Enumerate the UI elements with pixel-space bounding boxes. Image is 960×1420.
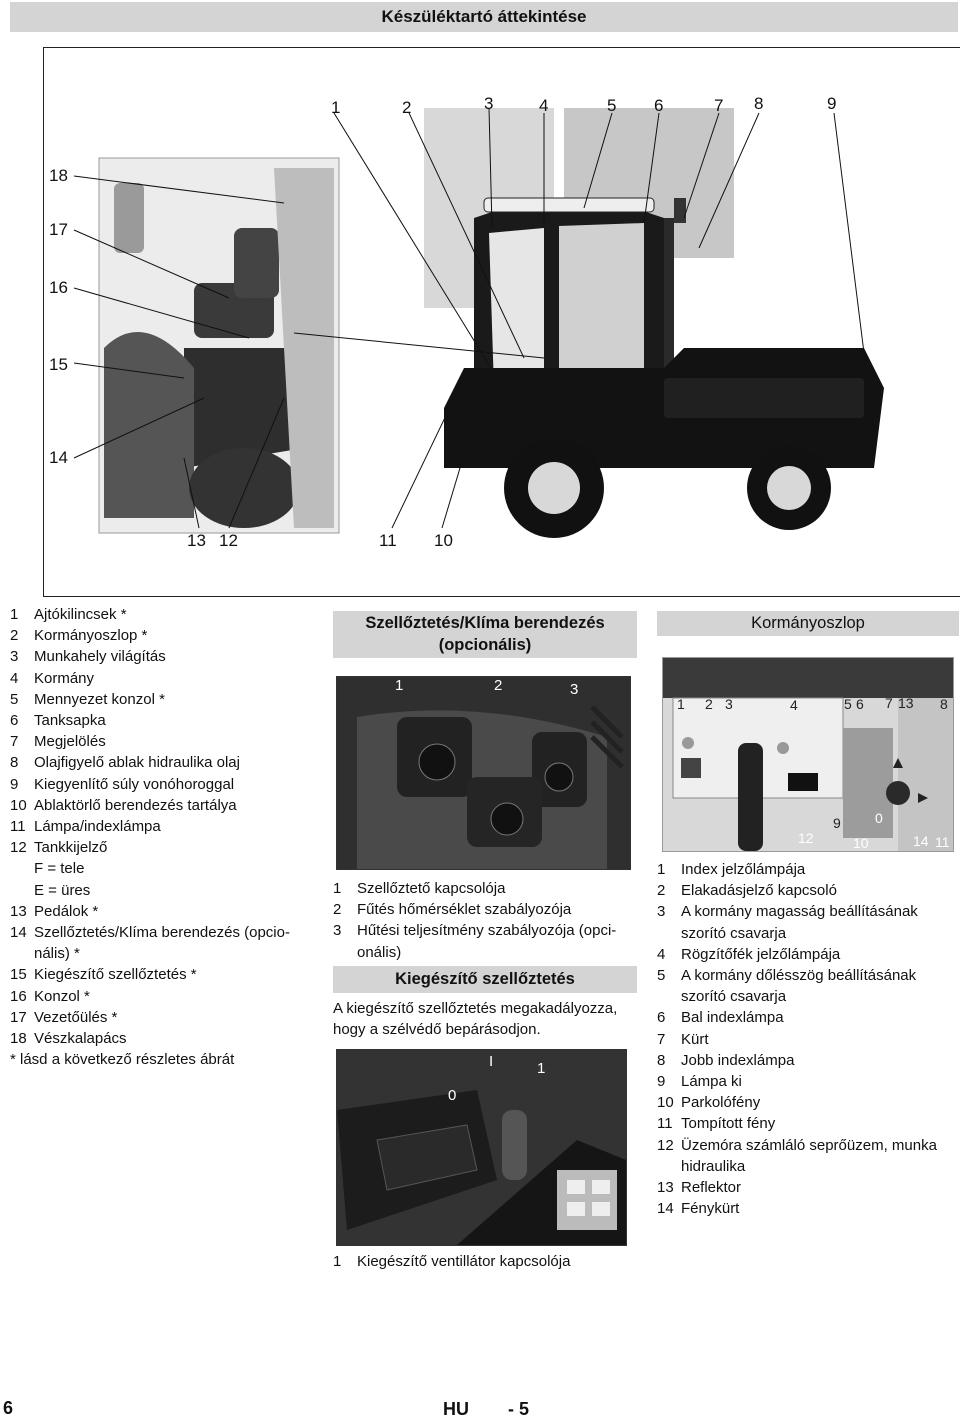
callout-6: 6: [654, 96, 664, 115]
ventilation-legend: [333, 878, 633, 963]
steering-legend: [657, 859, 959, 1219]
legend-item: 12 Tankkijelző: [10, 839, 108, 857]
legend-item: szorító csavarja: [681, 988, 787, 1006]
extra-vent-text: [333, 998, 637, 1040]
ventilation-title: [333, 611, 637, 658]
steer-label-3: 3: [725, 696, 733, 712]
legend-item: 16 Konzol *: [10, 987, 90, 1005]
steer-label-7: 7: [885, 695, 893, 711]
legend-item: 11 Lámpa/indexlámpa: [10, 818, 161, 836]
legend-item: 13 Reflektor: [657, 1179, 742, 1197]
steer-label-6: 6: [856, 696, 864, 712]
callout-2: 2: [402, 98, 412, 117]
page-header: [10, 2, 958, 32]
legend-item: 7 Kürt: [657, 1030, 709, 1048]
legend-item: 15 Kiegészítő szellőztetés *: [10, 966, 197, 984]
legend-item: 17 Vezetőülés *: [10, 1008, 118, 1026]
steering-photo: [662, 657, 954, 852]
steer-label-4: 4: [790, 697, 798, 713]
steer-label-5: 5: [844, 696, 852, 712]
ventilation-photo: [336, 676, 631, 870]
callout-4: 4: [539, 96, 549, 115]
legend-note: * lásd a következő részletes ábrát: [10, 1051, 235, 1069]
legend-item: 1 Index jelzőlámpája: [657, 861, 806, 878]
extra-vent-text-line1: A kiegészítő szellőztetés megakadályozza,: [333, 1000, 618, 1017]
legend-list: [10, 604, 320, 1049]
legend-item: 10 Parkolófény: [657, 1094, 761, 1112]
callout-9: 9: [827, 94, 837, 113]
legend-item: szorító csavarja: [681, 924, 787, 942]
legend-item: 1 Szellőztető kapcsolója: [333, 880, 506, 897]
main-figure: [43, 47, 960, 597]
steer-label-14: 14: [913, 833, 929, 849]
callout-7: 7: [714, 96, 724, 115]
legend-item: 5 Mennyezet konzol *: [10, 690, 165, 708]
legend-item: 12 Üzemóra számláló seprőüzem, munka: [657, 1136, 937, 1154]
legend-item: 4 Rögzítőfék jelzőlámpája: [657, 945, 841, 963]
legend-item: 7 Megjelölés: [10, 733, 106, 751]
legend-item: 14 Fénykürt: [657, 1200, 740, 1218]
legend-item: F = tele: [34, 860, 85, 878]
page-number-right: - 5: [508, 1399, 530, 1419]
legend-item: 6 Bal indexlámpa: [657, 1009, 784, 1027]
extra-vent-text-line2: hogy a szélvédő bepárásodjon.: [333, 1021, 541, 1038]
legend-item: E = üres: [34, 881, 91, 899]
callout-11: 11: [379, 531, 397, 550]
callout-15: 15: [49, 355, 68, 374]
ventilation-title-line1: Szellőztetés/Klíma berendezés: [365, 614, 605, 632]
legend-item: 14 Szellőztetés/Klíma berendezés (opcio-: [10, 924, 290, 942]
legend-item: 3 A kormány magasság beállításának: [657, 903, 918, 921]
ventilation-panel-illustration: [337, 677, 630, 869]
legend-item: 2 Elakadásjelző kapcsoló: [657, 882, 837, 900]
steer-label-2: 2: [705, 696, 713, 712]
callout-18: 18: [49, 166, 68, 185]
callout-14: 14: [49, 448, 68, 467]
callout-1: 1: [331, 98, 341, 117]
extra-vent-legend: [333, 1251, 633, 1272]
steer-label-1: 1: [677, 696, 685, 712]
steer-label-11: 11: [935, 834, 950, 850]
callout-10: 10: [434, 531, 453, 550]
steer-label-8: 8: [940, 696, 948, 712]
legend-item: onális): [357, 943, 402, 961]
legend-item: 2 Kormányoszlop *: [10, 627, 148, 645]
callout-16: 16: [49, 278, 68, 297]
legend-item: 10 Ablaktörlő berendezés tartálya: [10, 796, 237, 814]
steer-label-0: 0: [875, 810, 883, 826]
vehicle-illustration: [44, 48, 960, 596]
page-title: Készüléktartó áttekintése: [381, 7, 587, 26]
callout-13: 13: [187, 531, 206, 550]
legend-item: nális) *: [34, 945, 80, 963]
vent-photo-label-2: 2: [494, 677, 503, 694]
steer-label-9: 9: [833, 815, 841, 831]
legend-item: 3 Hűtési teljesítmény szabályozója (opci-: [333, 922, 617, 940]
ventilation-title-line2: (opcionális): [438, 636, 532, 654]
language-code: HU: [443, 1399, 469, 1419]
vent-photo-label-1: 1: [395, 677, 404, 694]
legend-item: 5 A kormány dőlésszög beállításának: [657, 967, 917, 985]
steer-label-10: 10: [853, 835, 869, 851]
legend-item: 11 Tompított fény: [657, 1115, 776, 1133]
callout-12: 12: [219, 531, 238, 550]
extra-vent-photo: [336, 1049, 627, 1246]
extra-vent-title: Kiegészítő szellőztetés: [333, 966, 637, 993]
extra-photo-label-i: I: [489, 1053, 494, 1070]
callout-3: 3: [484, 94, 494, 113]
steer-label-13: 13: [898, 695, 914, 711]
legend-item: 1 Ajtókilincsek *: [10, 606, 127, 623]
legend-item: 3 Munkahely világítás: [10, 648, 166, 666]
legend-item: 8 Olajfigyelő ablak hidraulika olaj: [10, 754, 240, 772]
legend-item: hidraulika: [681, 1157, 746, 1175]
vent-photo-label-3: 3: [570, 681, 579, 698]
legend-item: 18 Vészkalapács: [10, 1030, 127, 1048]
legend-item: 4 Kormány: [10, 669, 95, 687]
extra-vent-illustration: [337, 1050, 626, 1245]
page-number-left: 6: [3, 1398, 14, 1418]
legend-item: 9 Kiegyenlítő súly vonóhoroggal: [10, 775, 235, 793]
callout-17: 17: [49, 220, 68, 239]
legend-left: [10, 604, 320, 1070]
legend-item: 1 Kiegészítő ventillátor kapcsolója: [333, 1253, 571, 1270]
steer-label-12: 12: [798, 830, 814, 846]
extra-photo-label-0: 0: [448, 1087, 457, 1104]
legend-item: 9 Lámpa ki: [657, 1073, 742, 1091]
legend-item: 13 Pedálok *: [10, 902, 99, 920]
steering-column-illustration: [663, 658, 953, 851]
callout-5: 5: [607, 96, 617, 115]
steering-title: Kormányoszlop: [657, 611, 959, 636]
extra-photo-label-1: 1: [537, 1060, 546, 1077]
legend-item: 2 Fűtés hőmérséklet szabályozója: [333, 901, 572, 919]
callout-8: 8: [754, 94, 764, 113]
legend-item: 8 Jobb indexlámpa: [657, 1051, 795, 1069]
legend-item: 6 Tanksapka: [10, 712, 106, 730]
